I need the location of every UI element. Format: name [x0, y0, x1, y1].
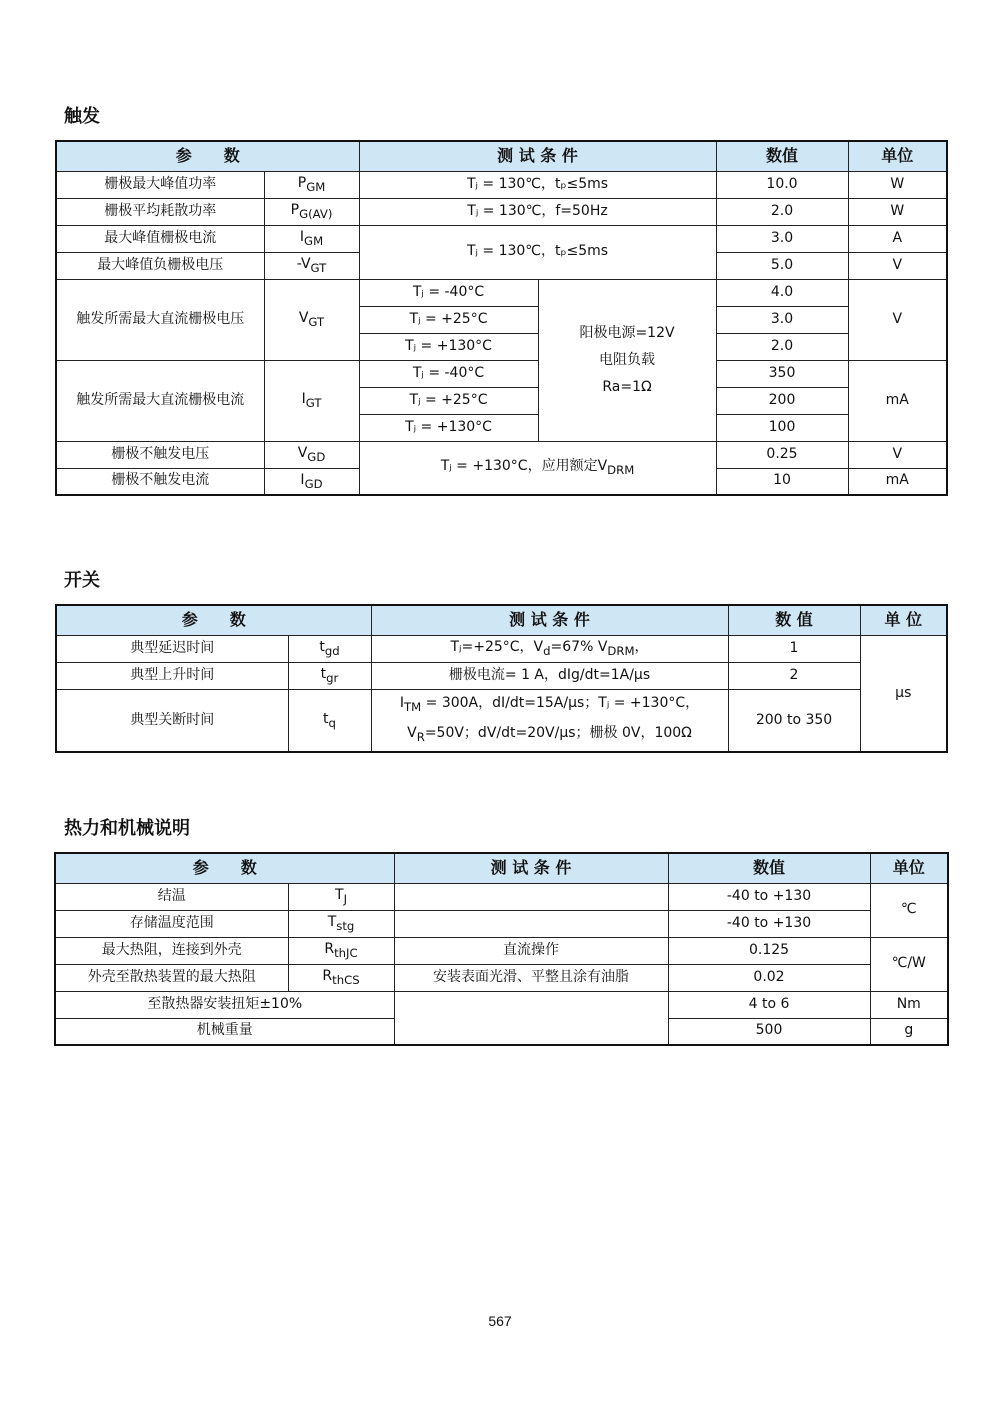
- table-row: [56, 225, 947, 252]
- param-symbol: $I_{GT}$: [264, 360, 359, 441]
- param-name: 栅极不触发电压: [56, 441, 264, 468]
- param-value: -40 to +130: [668, 883, 870, 910]
- trigger-table: [55, 140, 948, 496]
- section-title-switching: 开关: [64, 570, 100, 591]
- param-unit: W: [848, 198, 947, 225]
- param-name: 栅极平均耗散功率: [56, 198, 264, 225]
- param-name: 至散热器安装扭矩±10%: [55, 991, 394, 1018]
- header-unit: 单位: [870, 853, 948, 883]
- temperature-condition: Tⱼ = +25°C: [359, 306, 538, 333]
- temperature-condition: Tⱼ = +130°C: [359, 333, 538, 360]
- param-value: 5.0: [716, 252, 848, 279]
- anode-condition: 阳极电源=12V 电阻负载 Ra=1Ω: [538, 279, 716, 441]
- header-condition: 测 试 条 件: [371, 605, 728, 635]
- header-condition: 测 试 条 件: [394, 853, 668, 883]
- test-condition: [394, 910, 668, 937]
- param-symbol: $P_{GM}$: [264, 171, 359, 198]
- table-header-row: [56, 141, 947, 171]
- param-name: 最大热阻，连接到外壳: [55, 937, 288, 964]
- param-symbol: $R_{thJC}$: [288, 937, 394, 964]
- param-unit: A: [848, 225, 947, 252]
- table-row: [56, 360, 947, 387]
- table-row: [56, 662, 947, 689]
- section-title-trigger: 触发: [64, 106, 100, 127]
- page-number: 567: [488, 1313, 512, 1329]
- param-symbol: $t_{gd}$: [288, 635, 371, 662]
- param-symbol: $I_{GM}$: [264, 225, 359, 252]
- table-row: [56, 198, 947, 225]
- param-value: 100: [716, 414, 848, 441]
- param-name: 外壳至散热装置的最大热阻: [55, 964, 288, 991]
- table-header-row: [55, 853, 948, 883]
- switching-table: [55, 604, 948, 753]
- table-row: [55, 964, 948, 991]
- test-condition: [394, 991, 668, 1045]
- param-symbol: $t_q$: [288, 689, 371, 752]
- param-name: 典型关断时间: [56, 689, 288, 752]
- param-symbol: $R_{thCS}$: [288, 964, 394, 991]
- param-symbol: $I_{GD}$: [264, 468, 359, 495]
- test-condition: Tⱼ = 130℃，tₚ≤5ms: [359, 171, 716, 198]
- param-unit: V: [848, 441, 947, 468]
- param-name: 典型延迟时间: [56, 635, 288, 662]
- thermal-table: [54, 852, 949, 1046]
- test-condition: $I_{TM} = 300A$，dI/dt=15A/μs；Tⱼ = +130°C， $V_R=50V$；dV/dt=20V/μs；栅极 0V，100Ω: [371, 689, 728, 752]
- test-condition: [394, 883, 668, 910]
- header-value: 数 值: [728, 605, 860, 635]
- param-symbol: $T_J$: [288, 883, 394, 910]
- table-row: [55, 937, 948, 964]
- table-row: [56, 441, 947, 468]
- test-condition: 直流操作: [394, 937, 668, 964]
- test-condition: 栅极电流= 1 A，dIg/dt=1A/μs: [371, 662, 728, 689]
- param-unit: V: [848, 252, 947, 279]
- param-value: 500: [668, 1018, 870, 1045]
- test-condition: 安装表面光滑、平整且涂有油脂: [394, 964, 668, 991]
- header-unit: 单 位: [860, 605, 947, 635]
- temperature-condition: Tⱼ = -40°C: [359, 360, 538, 387]
- param-value: 1: [728, 635, 860, 662]
- param-value: 0.125: [668, 937, 870, 964]
- table-row: [56, 635, 947, 662]
- param-value: 10: [716, 468, 848, 495]
- param-value: 10.0: [716, 171, 848, 198]
- header-param: 参 数: [55, 853, 394, 883]
- header-param: 参 数: [56, 605, 371, 635]
- table-row: [55, 991, 948, 1018]
- header-value: 数值: [716, 141, 848, 171]
- param-name: 结温: [55, 883, 288, 910]
- temperature-condition: Tⱼ = +25°C: [359, 387, 538, 414]
- param-name: 栅极不触发电流: [56, 468, 264, 495]
- param-name: 典型上升时间: [56, 662, 288, 689]
- param-value: 2: [728, 662, 860, 689]
- param-name: 栅极最大峰值功率: [56, 171, 264, 198]
- table-row: [56, 689, 947, 752]
- param-name: 最大峰值栅极电流: [56, 225, 264, 252]
- table-row: [55, 883, 948, 910]
- param-symbol: $t_{gr}$: [288, 662, 371, 689]
- param-unit: g: [870, 1018, 948, 1045]
- table-row: [55, 910, 948, 937]
- param-value: 3.0: [716, 225, 848, 252]
- header-unit: 单位: [848, 141, 947, 171]
- param-value: 4 to 6: [668, 991, 870, 1018]
- param-unit: V: [848, 279, 947, 360]
- param-value: 0.25: [716, 441, 848, 468]
- param-value: 200: [716, 387, 848, 414]
- param-unit: ℃: [870, 883, 948, 937]
- param-value: 3.0: [716, 306, 848, 333]
- header-condition: 测 试 条 件: [359, 141, 716, 171]
- param-name: 最大峰值负栅极电压: [56, 252, 264, 279]
- param-value: 2.0: [716, 198, 848, 225]
- header-param: 参 数: [56, 141, 359, 171]
- param-name: 机械重量: [55, 1018, 394, 1045]
- param-name: 触发所需最大直流栅极电流: [56, 360, 264, 441]
- param-unit: mA: [848, 468, 947, 495]
- param-symbol: $V_{GT}$: [264, 279, 359, 360]
- param-value: 200 to 350: [728, 689, 860, 752]
- table-row: [56, 171, 947, 198]
- table-row: [56, 279, 947, 306]
- temperature-condition: Tⱼ = -40°C: [359, 279, 538, 306]
- param-value: -40 to +130: [668, 910, 870, 937]
- test-condition: Tⱼ = +130°C，应用额定$V_{DRM}$: [359, 441, 716, 495]
- param-symbol: $P_{G(AV)}$: [264, 198, 359, 225]
- param-symbol: $-V_{GT}$: [264, 252, 359, 279]
- param-unit: Nm: [870, 991, 948, 1018]
- param-name: 存储温度范围: [55, 910, 288, 937]
- param-value: 350: [716, 360, 848, 387]
- param-name: 触发所需最大直流栅极电压: [56, 279, 264, 360]
- param-value: 4.0: [716, 279, 848, 306]
- param-unit: mA: [848, 360, 947, 441]
- param-unit: W: [848, 171, 947, 198]
- test-condition: Tⱼ = 130℃，f=50Hz: [359, 198, 716, 225]
- param-unit: ℃/W: [870, 937, 948, 991]
- param-symbol: $T_{stg}$: [288, 910, 394, 937]
- param-unit: μs: [860, 635, 947, 752]
- test-condition: Tⱼ = 130℃，tₚ≤5ms: [359, 225, 716, 279]
- table-header-row: [56, 605, 947, 635]
- param-value: 0.02: [668, 964, 870, 991]
- header-value: 数值: [668, 853, 870, 883]
- temperature-condition: Tⱼ = +130°C: [359, 414, 538, 441]
- param-value: 2.0: [716, 333, 848, 360]
- param-symbol: $V_{GD}$: [264, 441, 359, 468]
- test-condition: Tⱼ=+25°C，$V_d=67\%$ $V_{DRM}$，: [371, 635, 728, 662]
- section-title-thermal: 热力和机械说明: [64, 818, 190, 839]
